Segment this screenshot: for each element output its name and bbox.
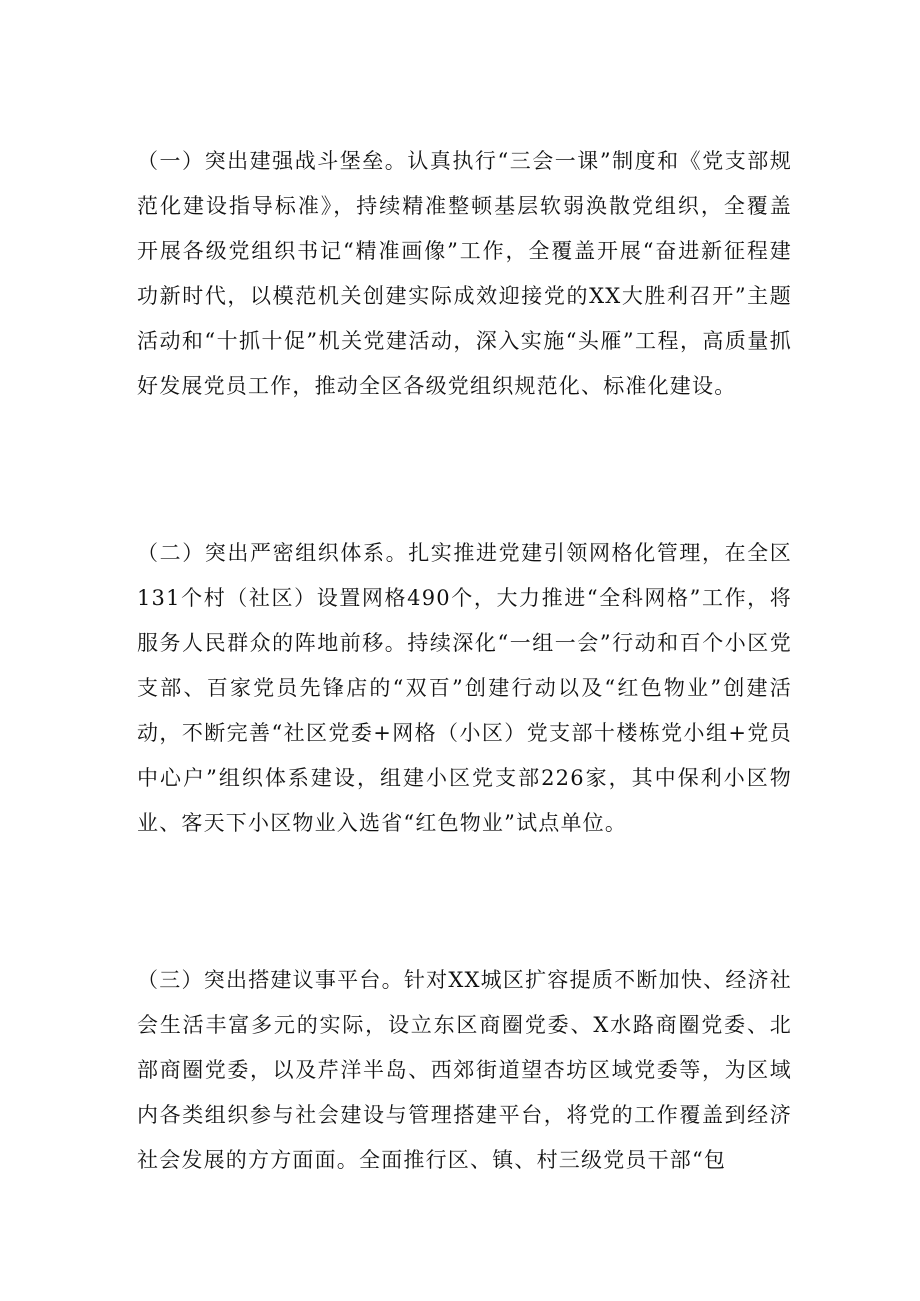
paragraph-3: （三）突出搭建议事平台。针对XX城区扩容提质不断加快、经济社会生活丰富多元的实际，设立东区商圈党委、X水路商圈党委、北部商圈党委，以及芹洋半岛、西郊街道望杏坊区域党委等，为区域内各类组织参与社会建设与管理搭建平台，将党的工作覆盖到经济社会发展的方方面面。全面推行区、镇、村三级党员干部“包	[137, 968, 792, 1172]
paragraph-1: （一）突出建强战斗堡垒。认真执行“三会一课”制度和《党支部规范化建设指导标准》，持续精准整顿基层软弱涣散党组织，全覆盖开展各级党组织书记“精准画像”工作，全覆盖开展“奋进新征程建功新时代，以模范机关创建实际成效迎接党的XX大胜利召开”主题活动和“十抓十促”机关党建活动，深入实施“头雁”工程，高质量抓好发展党员工作，推动全区各级党组织规范化、标准化建设。	[137, 149, 792, 398]
paragraph-2: （二）突出严密组织体系。扎实推进党建引领网格化管理，在全区131个村（社区）设置网格490个，大力推进“全科网格”工作，将服务人民群众的阵地前移。持续深化“一组一会”行动和百个小区党支部、百家党员先锋店的“双百”创建行动以及“红色物业”创建活动，不断完善“社区党委+网格（小区）党支部十楼栋党小组+党员中心户”组织体系建设，组建小区党支部226家，其中保利小区物业、客天下小区物业入选省“红色物业”试点单位。	[137, 541, 792, 835]
